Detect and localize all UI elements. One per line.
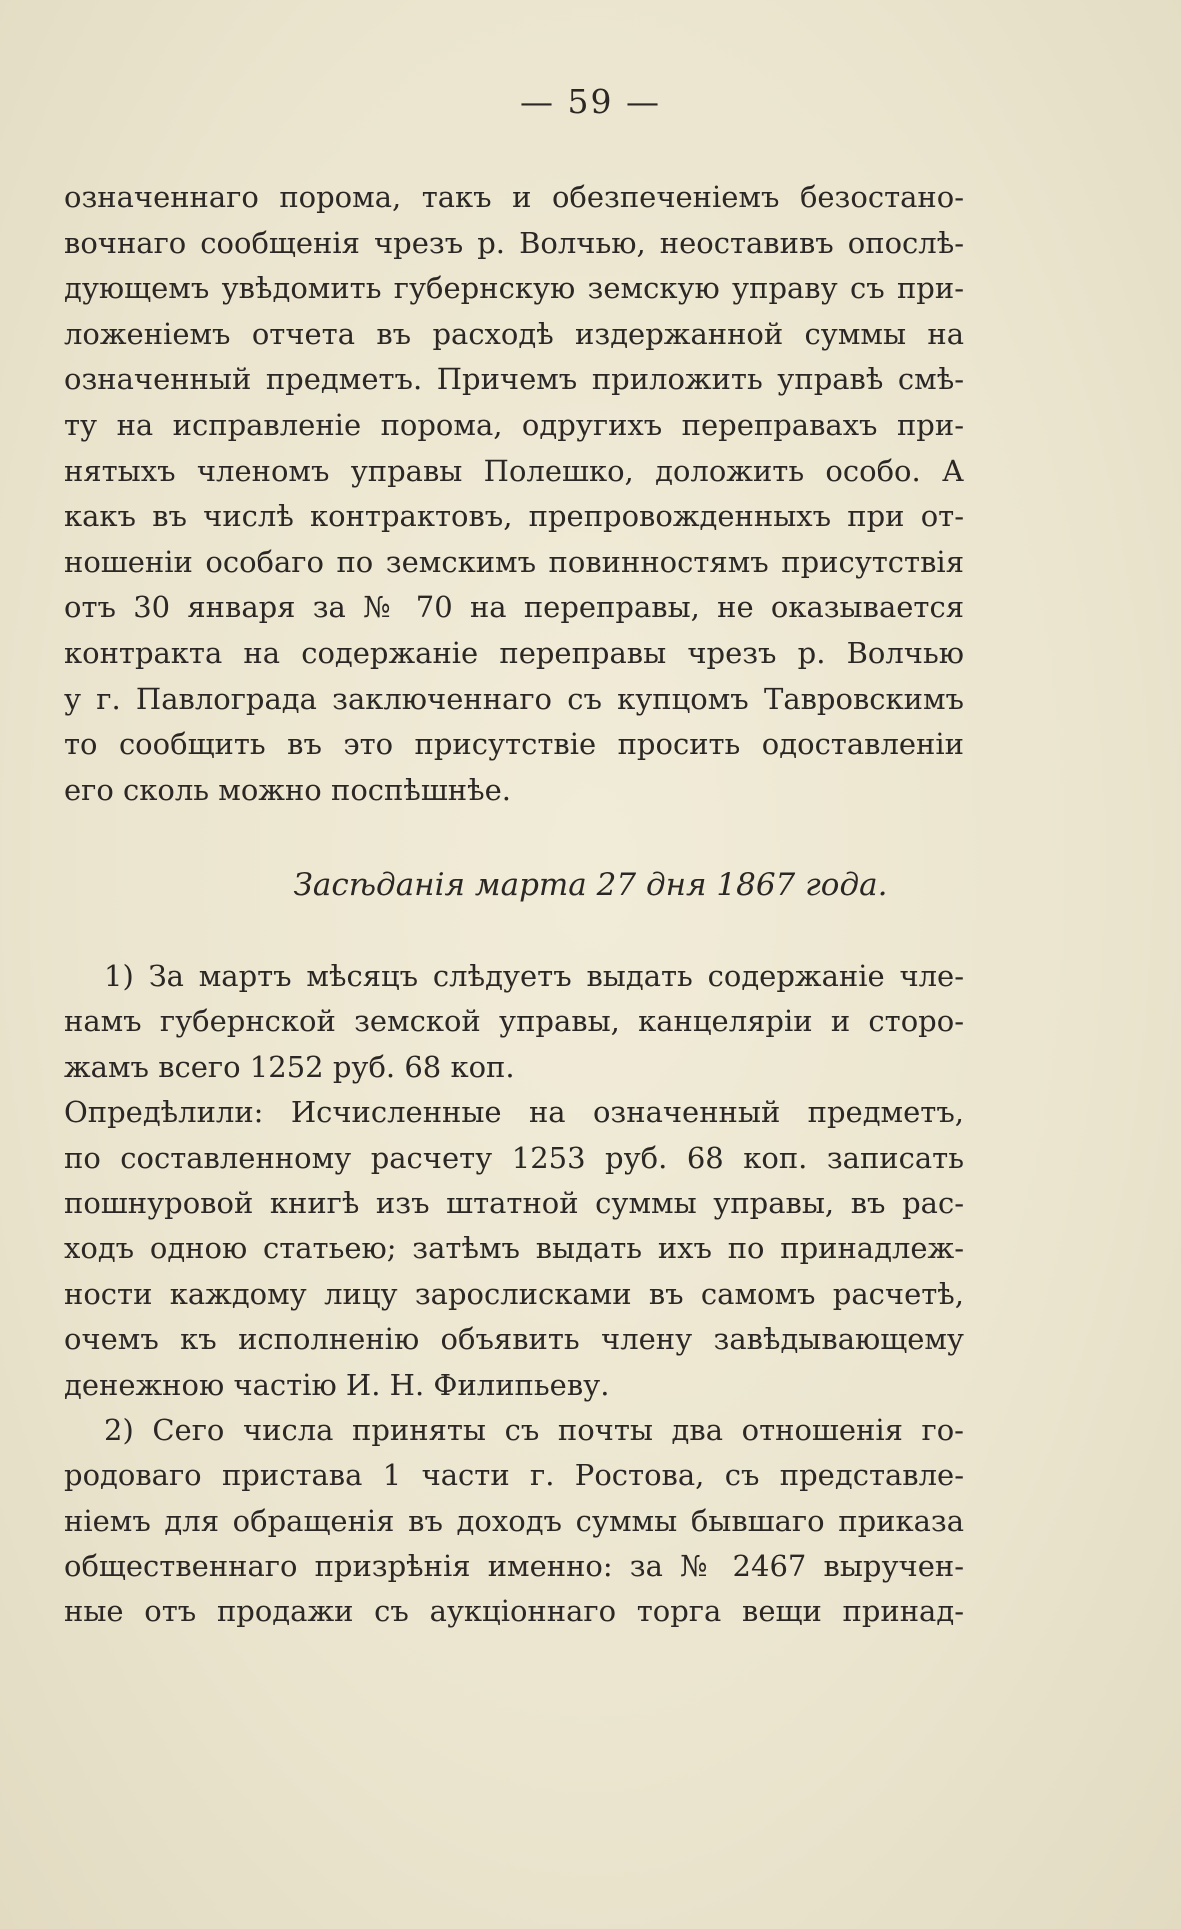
text-line: ношеніи особаго по земскимъ повинностямъ присутствія: [64, 544, 964, 579]
text-line: жамъ всего 1252 руб. 68 коп.: [64, 1049, 515, 1084]
page-number: — 59 —: [520, 82, 661, 121]
text-line: ложеніемъ отчета въ расходѣ издержанной суммы на: [64, 316, 964, 351]
text-line: вочнаго сообщенія чрезъ р. Волчью, неоставивъ опослѣ-: [64, 225, 964, 260]
text-line: контракта на содержаніе переправы чрезъ р. Волчью: [64, 635, 964, 670]
text-line: у г. Павлограда заключеннаго съ купцомъ Тавровскимъ: [64, 681, 964, 716]
text-line: ніемъ для обращенія въ доходъ суммы бывшаго приказа: [64, 1503, 964, 1538]
paragraph-continuation: [64, 175, 964, 813]
text-line: то сообщить въ это присутствіе просить одоставленіи: [64, 727, 964, 762]
text-line: дующемъ увѣдомить губернскую земскую управу съ при-: [64, 271, 964, 306]
text-line: общественнаго призрѣнія именно: за № 2467 выручен-: [64, 1549, 964, 1584]
text-line: нятыхъ членомъ управы Полешко, доложить особо. А: [64, 453, 964, 488]
text-line: ходъ одною статьею; затѣмъ выдать ихъ по принадлеж-: [64, 1231, 964, 1266]
text-line: означеннаго порома, такъ и обезпеченіемъ безостано-: [64, 180, 964, 214]
text-line: родоваго пристава 1 части г. Ростова, съ представле-: [64, 1458, 964, 1493]
text-line: очемъ къ исполненію объявить члену завѣдывающему: [64, 1322, 964, 1357]
text-line: его сколь можно поспѣшнѣе.: [64, 772, 511, 807]
text-line: денежною частію И. Н. Филипьеву.: [64, 1367, 610, 1402]
text-line: ту на исправленіе порома, одругихъ переправахъ при-: [64, 407, 964, 442]
text-line: отъ 30 января за № 70 на переправы, не оказывается: [64, 590, 964, 625]
text-line: ные отъ продажи съ аукціоннаго торга вещи принад-: [64, 1594, 964, 1629]
text-line: 2) Сего числа приняты съ почты два отношенія го-: [104, 1412, 964, 1447]
text-line: какъ въ числѣ контрактовъ, препровожденныхъ при от-: [64, 499, 964, 534]
text-line: означенный предметъ. Причемъ приложить управѣ смѣ-: [64, 362, 964, 397]
text-line: намъ губернской земской управы, канцеляріи и сторо-: [64, 1004, 964, 1039]
text-line: по составленному расчету 1253 руб. 68 коп. записать: [64, 1140, 964, 1175]
text-line: ности каждому лицу зарослисками въ самомъ расчетѣ,: [64, 1276, 964, 1311]
resolution-line: Опредѣлили: Исчисленные на означенный предметъ,: [64, 1095, 964, 1130]
text-line: пошнуровой книгѣ изъ штатной суммы управы, въ рас-: [64, 1185, 964, 1220]
text-line: 1) За мартъ мѣсяцъ слѣдуетъ выдать содержаніе чле-: [104, 959, 964, 993]
session-heading: Засѣданія марта 27 дня 1867 года.: [293, 867, 888, 903]
session-minutes: [64, 954, 964, 1635]
